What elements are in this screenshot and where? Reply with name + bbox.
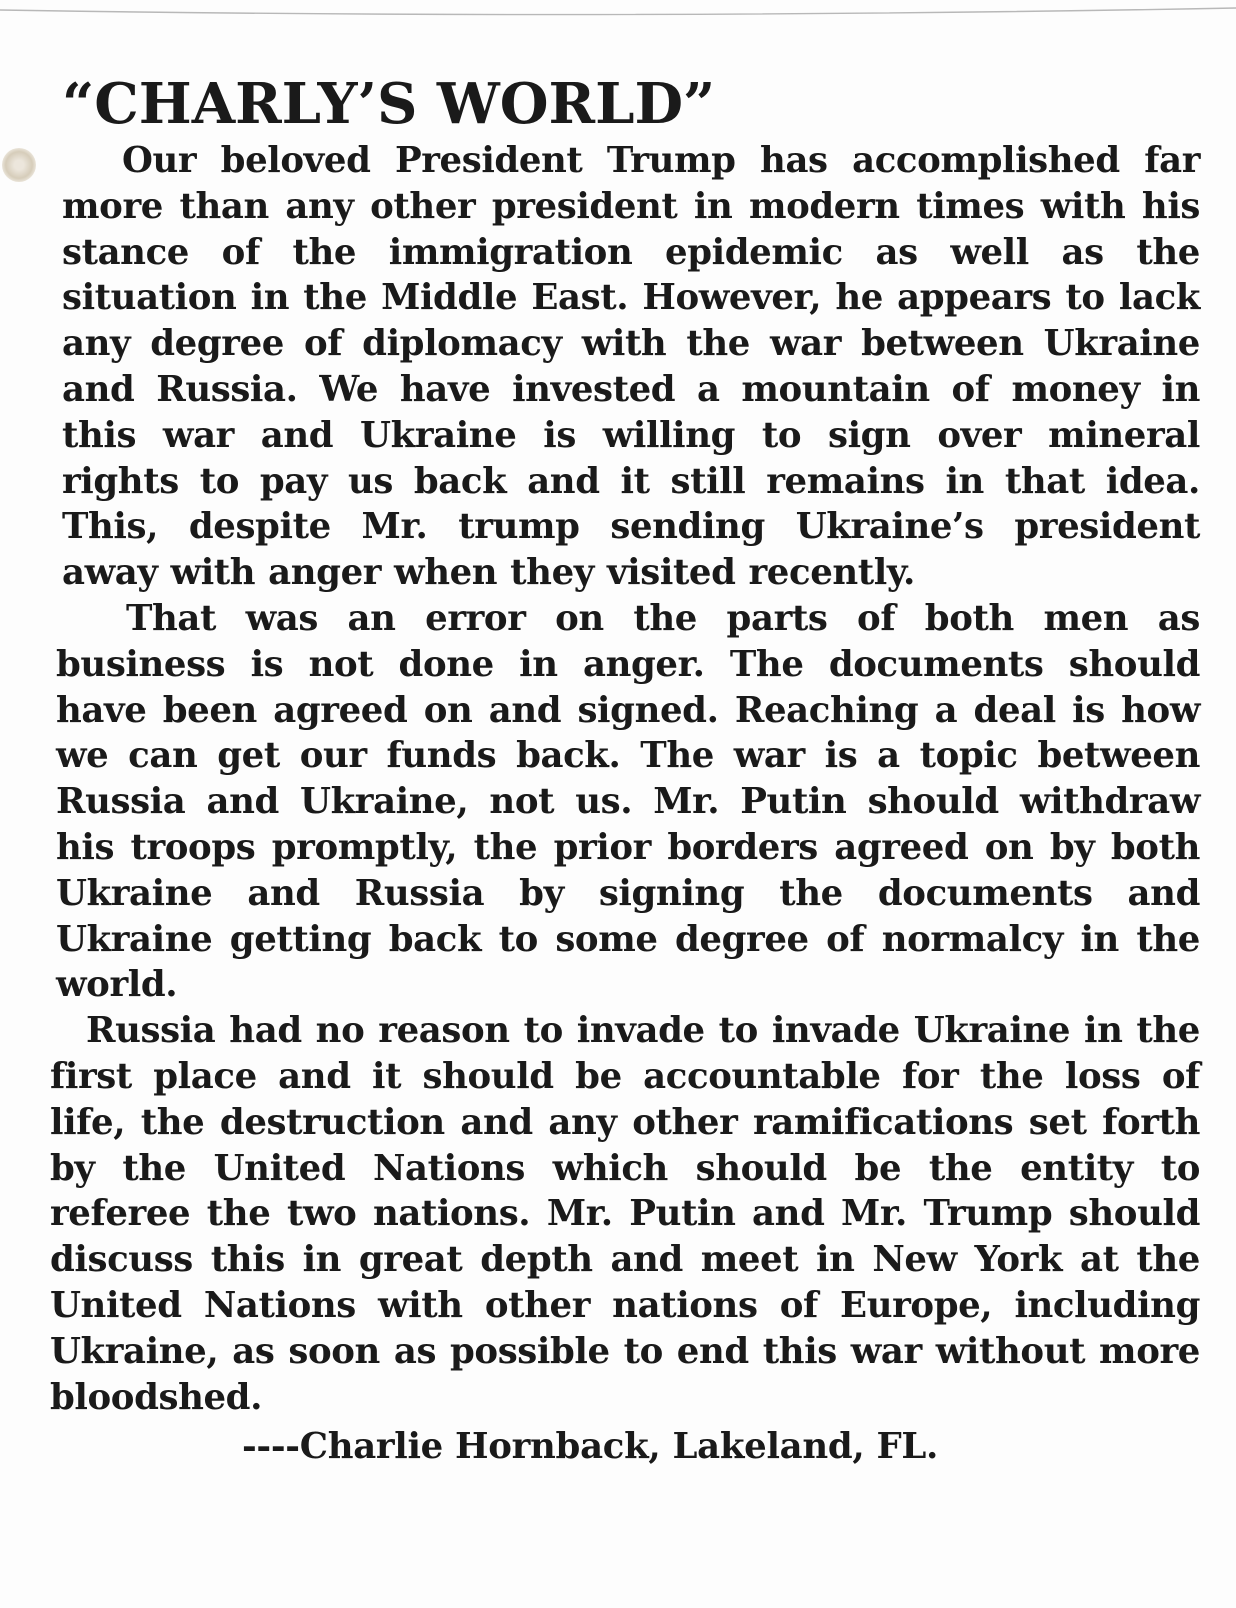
newspaper-clipping [50, 72, 1200, 1470]
article-title: “CHARLY’S WORLD” [62, 71, 716, 137]
author-signature: ----Charlie Hornback, Lakeland, FL. [242, 1426, 939, 1468]
article-paragraph-3: Russia had no reason to invade to invade Ukraine in the first place and it should be accountable for the loss of life, the destruction and any other ramifications set forth by the United Nations which should be the entity to referee the two nations. Mr. Putin and Mr. Trump should discuss this in great depth and meet in New York at the United Nations with other nations of Europe, including Ukraine, as soon as possible to end this war without more bloodshed. [50, 1010, 1200, 1418]
article-paragraph-1: Our beloved President Trump has accomplished far more than any other president in modern times with his stance of the immigration epidemic as well as the situation in the Middle East. However, he appears to lack any degree of diplomacy with the war between Ukraine and Russia. We have invested a mountain of money in this war and Ukraine is willing to sign over mineral rights to pay us back and it still remains in that idea. This, despite Mr. trump sending Ukraine’s president away with anger when they visited recently. [62, 140, 1200, 594]
punch-hole-mark [2, 148, 36, 182]
article-paragraph-2: That was an error on the parts of both men as business is not done in anger. The documents should have been agreed on and signed. Reaching a deal is how we can get our funds back. The war is a topic between Russia and Ukraine, not us. Mr. Putin should withdraw his troops promptly, the prior borders agreed on by both Ukraine and Russia by signing the documents and Ukraine getting back to some degree of normalcy in the world. [56, 597, 1200, 1006]
paper-edge-line [0, 6, 1236, 20]
